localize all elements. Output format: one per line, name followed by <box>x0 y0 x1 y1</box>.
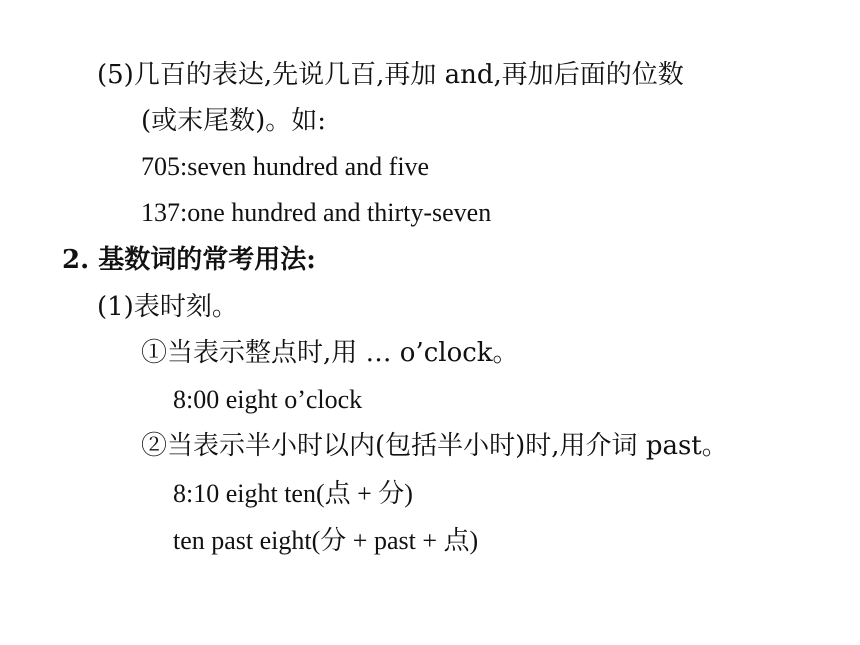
example-137: 137:one hundred and thirty-seven <box>141 198 492 227</box>
example-810-a: 8:10 eight ten(点 + 分) <box>173 479 413 508</box>
rule-5-continuation: (或末尾数)。如: <box>141 106 327 136</box>
section-2-heading: 2. 基数词的常考用法: <box>62 245 316 275</box>
example-705: 705:seven hundred and five <box>141 152 430 181</box>
example-800: 8:00 eight o’clock <box>173 385 363 414</box>
rule-2-text: ②当表示半小时以内(包括半小时)时,用介词 past。 <box>141 431 728 461</box>
example-810-b: ten past eight(分 + past + 点) <box>173 526 479 555</box>
rule-5-text: (5)几百的表达,先说几百,再加 and,再加后面的位数 <box>97 60 684 90</box>
rule-1-text: ①当表示整点时,用 … o’clock。 <box>141 338 519 368</box>
subsection-1-title: (1)表时刻。 <box>97 292 238 322</box>
